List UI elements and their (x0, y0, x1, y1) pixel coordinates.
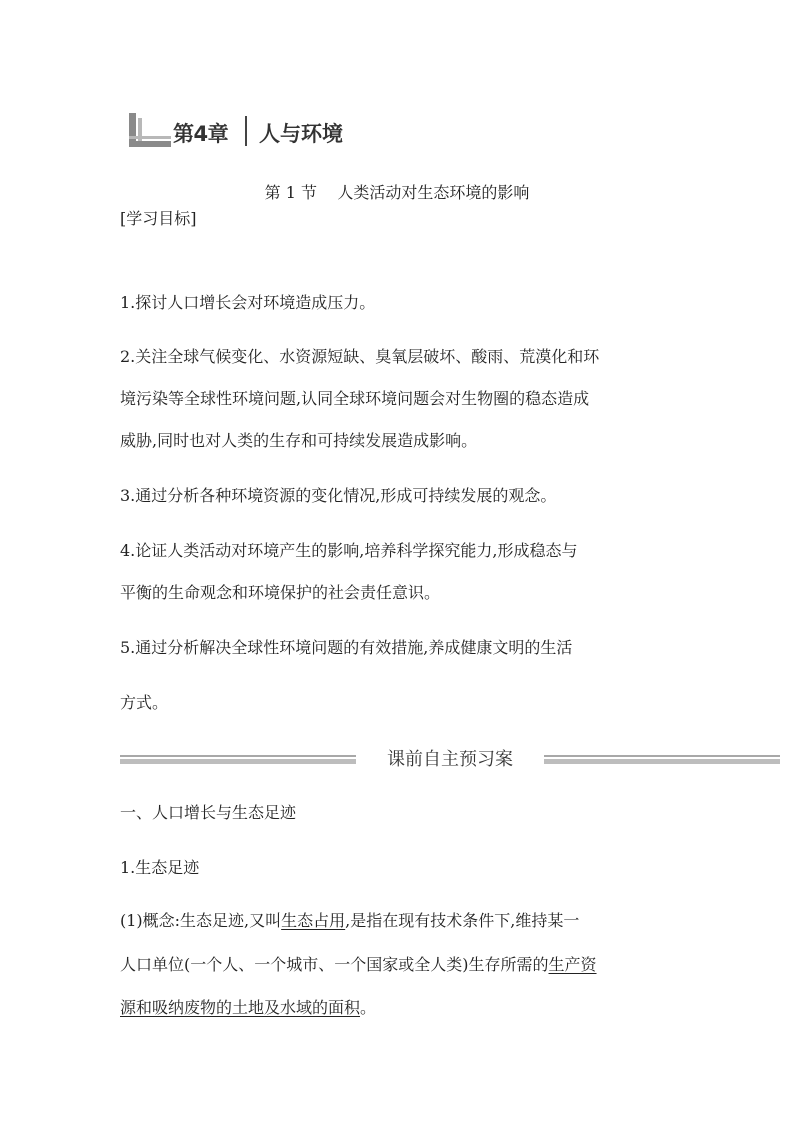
objective-line-5: 3.通过分析各种环境资源的变化情况,形成可持续发展的观念。 (120, 486, 557, 505)
chapter-divider (245, 116, 247, 146)
concept-line-1-text-b: ,是指在现有技术条件下,维持某一 (345, 911, 580, 930)
objective-line-6: 4.论证人类活动对环境产生的影响,培养科学探究能力,形成稳态与 (120, 541, 578, 560)
band-rule-left (120, 755, 356, 764)
concept-line-1 (120, 910, 579, 932)
concept-line-2 (120, 954, 597, 976)
chapter-logo-icon (127, 112, 171, 149)
concept-line-3-text-b: 。 (360, 998, 377, 1017)
concept-line-3 (120, 997, 376, 1019)
chapter-header (127, 112, 377, 152)
concept-line-1-text-a: (1)概念:生态足迹,又叫 (120, 911, 282, 930)
band-rule-right (544, 755, 780, 764)
objectives-heading: [学习目标] (120, 209, 197, 228)
chapter-number: 第4章 (173, 122, 229, 146)
section-title: 第 1 节 人类活动对生态环境的影响 (264, 183, 530, 202)
objective-line-8: 5.通过分析解决全球性环境问题的有效措施,养成健康文明的生活 (120, 638, 573, 657)
band-title: 课前自主预习案 (387, 749, 513, 770)
objective-line-3: 境污染等全球性环境问题,认同全球环境问题会对生物圈的稳态造成 (120, 389, 590, 408)
objective-line-7: 平衡的生命观念和环境保护的社会责任意识。 (120, 583, 441, 602)
part1-sub-heading: 1.生态足迹 (120, 858, 200, 877)
preview-section-band (120, 743, 780, 773)
concept-line-3-underlined: 源和吸纳废物的土地及水域的面积 (120, 998, 361, 1017)
concept-term-underlined: 生态占用 (281, 911, 346, 930)
chapter-title: 人与环境 (259, 122, 343, 146)
part1-heading: 一、人口增长与生态足迹 (120, 803, 297, 822)
concept-line-2-underlined: 生产资 (548, 955, 597, 974)
objective-line-1: 1.探讨人口增长会对环境造成压力。 (120, 293, 376, 312)
objective-line-4: 威胁,同时也对人类的生存和可持续发展造成影响。 (120, 431, 478, 450)
concept-line-2-text-a: 人口单位(一个人、一个城市、一个国家或全人类)生存所需的 (120, 955, 549, 974)
objective-line-9: 方式。 (120, 693, 169, 712)
objective-line-2: 2.关注全球气候变化、水资源短缺、臭氧层破坏、酸雨、荒漠化和环 (120, 347, 600, 366)
